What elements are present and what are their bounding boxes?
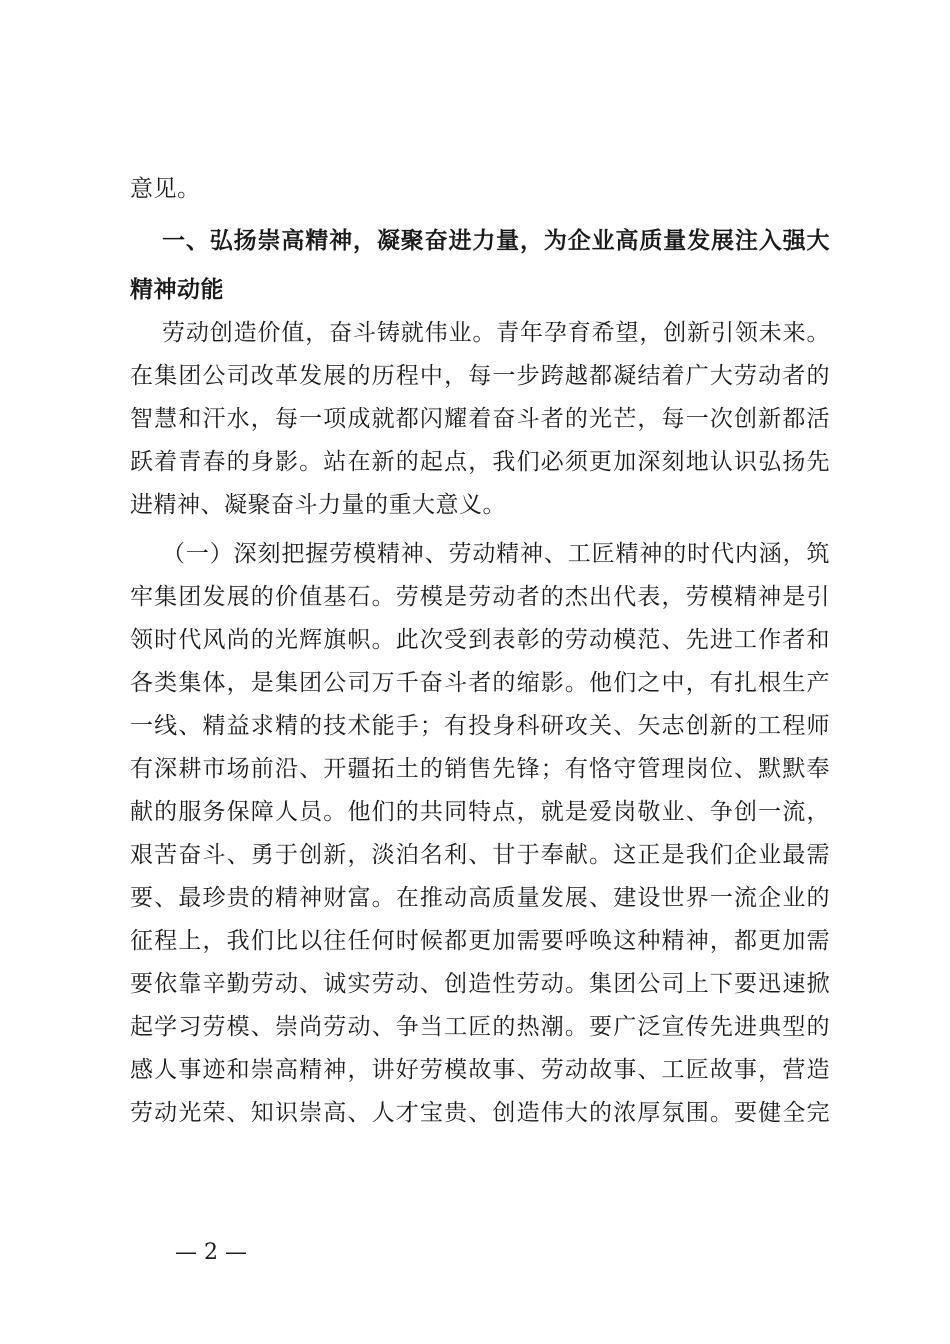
paragraph-1-line-2: 在集团公司改革发展的历程中，每一步跨越都凝结着广大劳动者的	[130, 363, 830, 389]
page-number-footer: — 2 —	[175, 1240, 247, 1265]
paragraph-2-line-2: 牢集团发展的价值基石。劳模是劳动者的杰出代表，劳模精神是引	[130, 584, 830, 610]
paragraph-2-line-5: 一线、精益求精的技术能手；有投身科研攻关、矢志创新的工程师	[130, 713, 830, 739]
paragraph-2-line-13: 感人事迹和崇高精神，讲好劳模故事、劳动故事、工匠故事，营造	[130, 1057, 830, 1083]
paragraph-2-line-6: 有深耕市场前沿、开疆拓土的销售先锋；有恪守管理岗位、默默奉	[130, 756, 830, 782]
section-heading-line-1: 一、弘扬崇高精神，凝聚奋进力量，为企业高质量发展注入强大	[162, 228, 830, 254]
paragraph-1-line-4: 跃着青春的身影。站在新的起点，我们必须更加深刻地认识弘扬先	[130, 449, 830, 475]
paragraph-1-line-3: 智慧和汗水，每一项成就都闪耀着奋斗者的光芒，每一次创新都活	[130, 406, 830, 432]
paragraph-2-line-7: 献的服务保障人员。他们的共同特点，就是爱岗敬业、争创一流，	[130, 799, 830, 825]
paragraph-2-line-4: 各类集体，是集团公司万千奋斗者的缩影。他们之中，有扎根生产	[130, 670, 830, 696]
section-heading-line-2: 精神动能	[130, 277, 224, 303]
paragraph-2-line-3: 领时代风尚的光辉旗帜。此次受到表彰的劳动模范、先进工作者和	[130, 627, 830, 653]
paragraph-1-line-5: 进精神、凝聚奋斗力量的重大意义。	[130, 492, 506, 518]
paragraph-2-line-9: 要、最珍贵的精神财富。在推动高质量发展、建设世界一流企业的	[130, 885, 830, 911]
paragraph-2-line-8: 艰苦奋斗、勇于创新，淡泊名利、甘于奉献。这正是我们企业最需	[130, 842, 830, 868]
paragraph-2-line-14: 劳动光荣、知识崇高、人才宝贵、创造伟大的浓厚氛围。要健全完	[130, 1100, 830, 1126]
paragraph-2-line-11: 要依靠辛勤劳动、诚实劳动、创造性劳动。集团公司上下要迅速掀	[130, 971, 830, 997]
paragraph-2-line-1: （一）深刻把握劳模精神、劳动精神、工匠精神的时代内涵，筑	[162, 541, 830, 567]
paragraph-2-line-10: 征程上，我们比以往任何时候都更加需要呼唤这种精神，都更加需	[130, 928, 830, 954]
paragraph-1-line-1: 劳动创造价值，奋斗铸就伟业。青年孕育希望，创新引领未来。	[162, 320, 830, 346]
text-line-1: 意见。	[130, 176, 201, 202]
paragraph-2-line-12: 起学习劳模、崇尚劳动、争当工匠的热潮。要广泛宣传先进典型的	[130, 1014, 830, 1040]
